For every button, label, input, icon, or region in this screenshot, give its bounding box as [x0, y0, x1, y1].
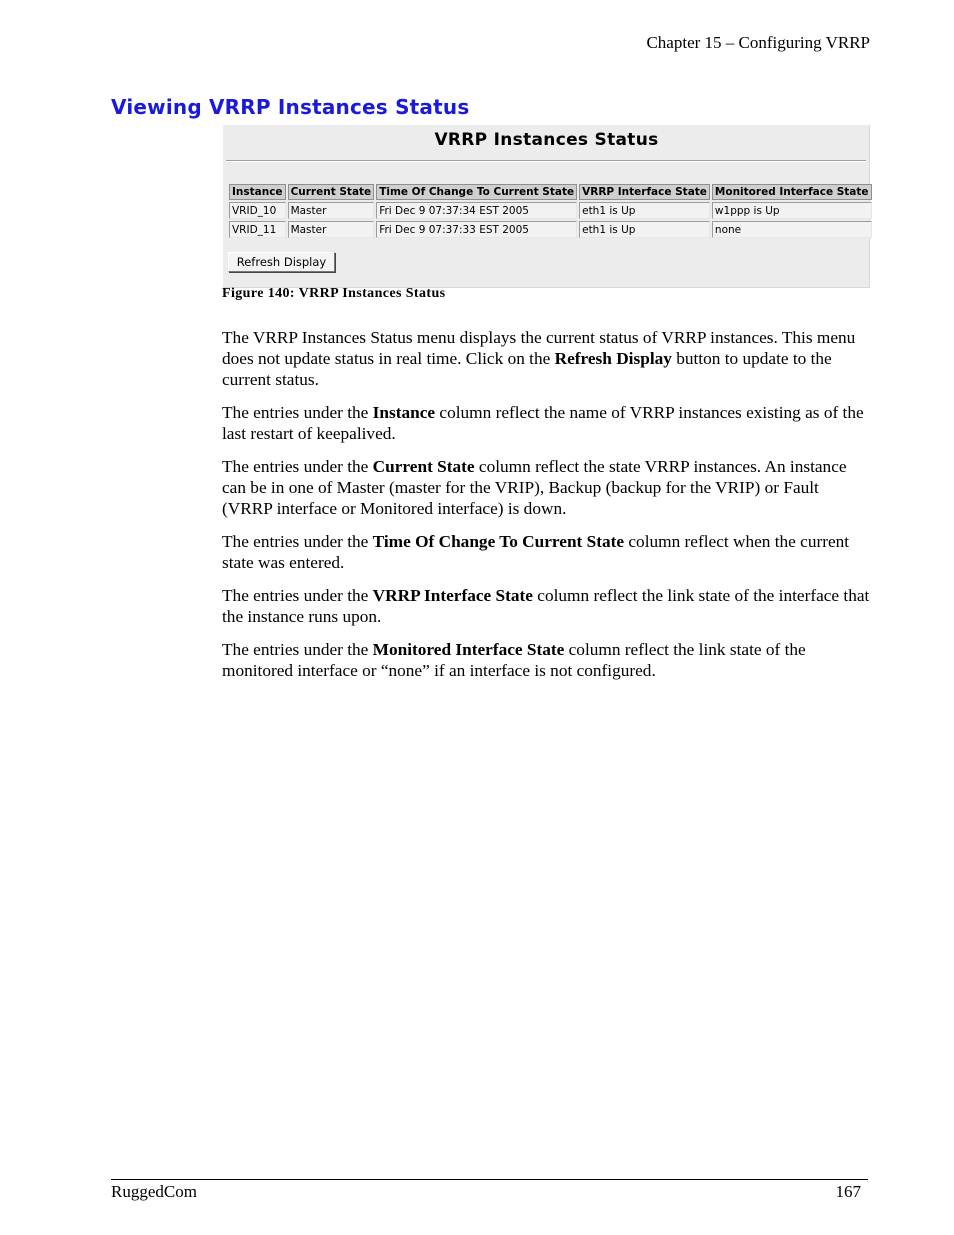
cell-instance: VRID_10: [229, 202, 286, 219]
paragraph-text: column reflect the link state of the monitored interface or “none” if an interface is not configured.: [222, 640, 806, 680]
paragraph: [222, 327, 870, 390]
column-header-current-state: Current State: [288, 184, 375, 200]
column-header-time-of-change: Time Of Change To Current State: [376, 184, 577, 200]
paragraph-bold-term: Time Of Change To Current State: [372, 532, 625, 551]
cell-current-state: Master: [288, 202, 375, 219]
table-row: [229, 202, 872, 219]
paragraph-text: column reflect when the current state was entered.: [222, 532, 850, 572]
paragraph-bold-term: VRRP Interface State: [372, 586, 533, 605]
paragraph-text: The entries under the: [222, 457, 373, 476]
cell-vrrp-interface-state: eth1 is Up: [579, 202, 710, 219]
screenshot-title: VRRP Instances Status: [434, 130, 659, 150]
paragraph-text: The entries under the: [222, 403, 373, 422]
paragraph-text: column reflect the link state of the interface that the instance runs upon.: [222, 586, 870, 626]
figure-caption: Figure 140: VRRP Instances Status: [222, 286, 446, 301]
paragraph-text: column reflect the name of VRRP instances existing as of the last restart of keepalived.: [222, 403, 864, 443]
paragraph: [222, 402, 870, 444]
paragraph-text: column reflect the state VRRP instances. An instance can be in one of Master (master for the VRIP), Backup (backup for the VRIP) or Fault (VRRP interface or Monitored interface) is down.: [222, 457, 847, 518]
paragraph-text: The entries under the: [222, 640, 373, 659]
cell-monitored-interface-state: w1ppp is Up: [712, 202, 872, 219]
paragraph-bold-term: Refresh Display: [554, 349, 672, 368]
cell-instance: VRID_11: [229, 221, 286, 238]
footer-divider: [111, 1179, 868, 1180]
table-header-row: [229, 184, 872, 200]
paragraph: [222, 456, 870, 519]
vrrp-status-table: [227, 182, 874, 240]
paragraph-text: button to update to the current status.: [222, 349, 832, 389]
paragraph-text: The VRRP Instances Status menu displays the current status of VRRP instances. This menu does not update status in real time. Click on the: [222, 328, 856, 368]
paragraph: [222, 531, 870, 573]
cell-vrrp-interface-state: eth1 is Up: [579, 221, 710, 238]
paragraph: [222, 639, 870, 681]
cell-time-of-change: Fri Dec 9 07:37:34 EST 2005: [376, 202, 577, 219]
column-header-instance: Instance: [229, 184, 286, 200]
body-text: [222, 327, 870, 693]
title-divider: [226, 160, 866, 162]
section-title: Viewing VRRP Instances Status: [111, 95, 470, 119]
paragraph-bold-term: Instance: [372, 403, 436, 422]
cell-time-of-change: Fri Dec 9 07:37:33 EST 2005: [376, 221, 577, 238]
refresh-display-button[interactable]: Refresh Display: [228, 252, 335, 272]
table-row: [229, 221, 872, 238]
paragraph-bold-term: Monitored Interface State: [372, 640, 565, 659]
footer-company: RuggedCom: [111, 1182, 197, 1201]
chapter-header: Chapter 15 – Configuring VRRP: [646, 33, 870, 52]
cell-current-state: Master: [288, 221, 375, 238]
cell-monitored-interface-state: none: [712, 221, 872, 238]
paragraph-text: The entries under the: [222, 586, 373, 605]
paragraph-text: The entries under the: [222, 532, 373, 551]
paragraph: [222, 585, 870, 627]
page-number: 167: [835, 1182, 861, 1201]
column-header-vrrp-interface-state: VRRP Interface State: [579, 184, 710, 200]
paragraph-bold-term: Current State: [372, 457, 475, 476]
vrrp-status-screenshot: [223, 125, 870, 288]
column-header-monitored-interface-state: Monitored Interface State: [712, 184, 872, 200]
